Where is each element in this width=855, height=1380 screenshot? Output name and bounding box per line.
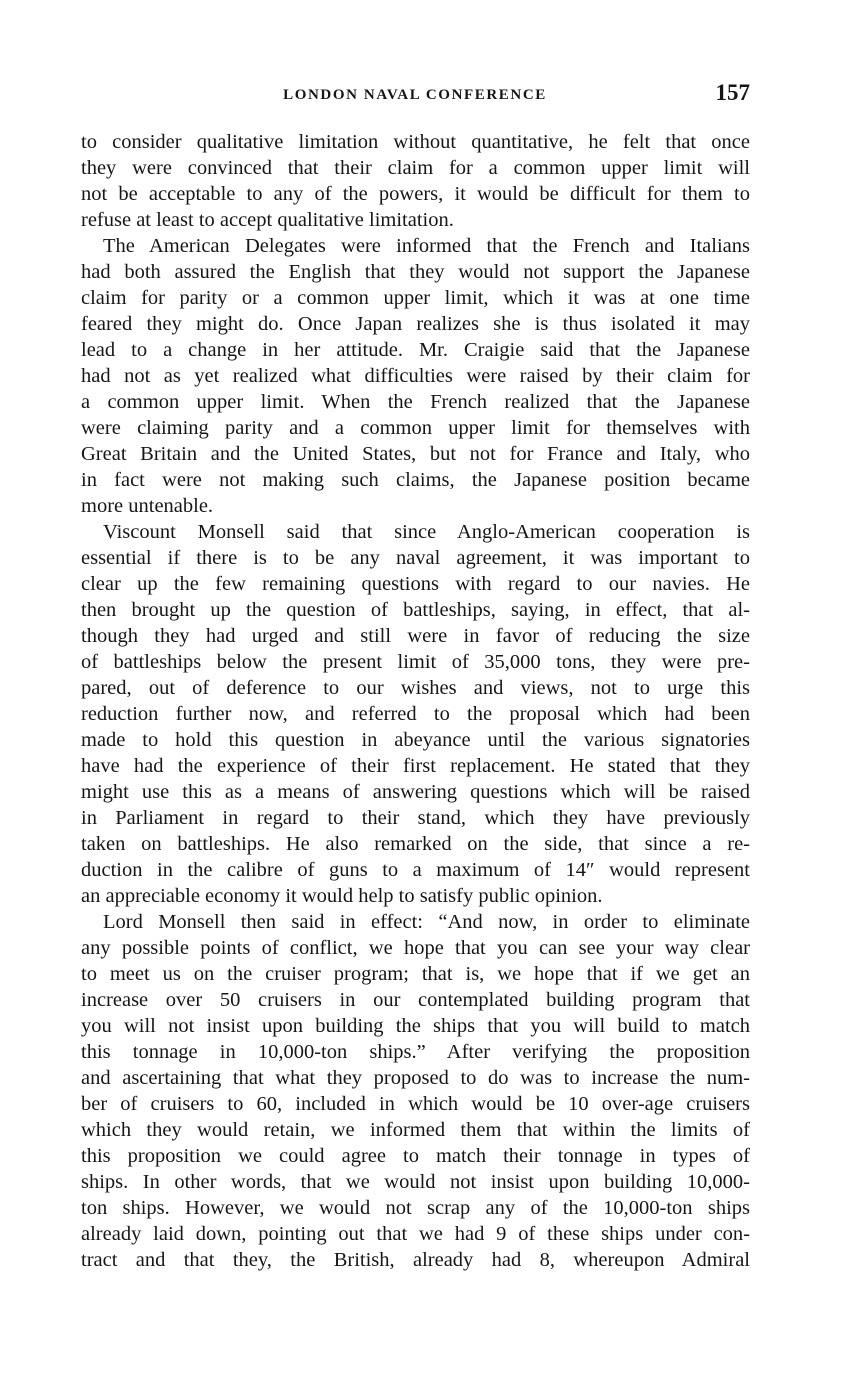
text-line: already laid down, pointing out that we had 9 of these ships under con- (81, 1223, 750, 1245)
text-line: made to hold this question in abeyance until the various signatories (81, 729, 750, 751)
text-line: had both assured the English that they would not support the Japanese (81, 261, 750, 283)
text-line: claim for parity or a common upper limit, which it was at one time (81, 287, 750, 309)
text-line: you will not insist upon building the ships that you will build to match (81, 1015, 750, 1037)
text-line: might use this as a means of answering questions which will be raised (81, 781, 750, 803)
text-line: ships. In other words, that we would not insist upon building 10,000- (81, 1171, 750, 1193)
paragraph (81, 519, 750, 909)
text-line: more untenable. (81, 495, 214, 517)
page-number: 157 (715, 80, 750, 105)
running-title: LONDON NAVAL CONFERENCE (283, 87, 547, 103)
text-line: to consider qualitative limitation without quantitative, he felt that once (81, 131, 750, 153)
text-line: in Parliament in regard to their stand, which they have previously (81, 807, 750, 829)
text-line: of battleships below the present limit of 35,000 tons, they were pre- (81, 651, 750, 673)
text-line: had not as yet realized what difficulties were raised by their claim for (81, 365, 750, 387)
paragraph (81, 909, 750, 1273)
text-line: this proposition we could agree to match their tonnage in types of (81, 1145, 750, 1167)
text-line: ton ships. However, we would not scrap any of the 10,000-ton ships (81, 1197, 750, 1219)
text-line: essential if there is to be any naval agreement, it was important to (81, 547, 750, 569)
text-line: clear up the few remaining questions with regard to our navies. He (81, 573, 750, 595)
text-line: a common upper limit. When the French realized that the Japanese (81, 391, 750, 413)
text-line: Lord Monsell then said in effect: “And now, in order to eliminate (103, 911, 750, 933)
text-line: feared they might do. Once Japan realizes she is thus isolated it may (81, 313, 750, 335)
text-line: ber of cruisers to 60, included in which would be 10 over-age cruisers (81, 1093, 750, 1115)
text-line: to meet us on the cruiser program; that is, we hope that if we get an (81, 963, 750, 985)
text-line: were claiming parity and a common upper limit for themselves with (81, 417, 750, 439)
text-line: they were convinced that their claim for a common upper limit will (81, 157, 750, 179)
text-line: pared, out of deference to our wishes and views, not to urge this (81, 677, 750, 699)
paragraph (81, 129, 750, 233)
text-line: and ascertaining that what they proposed to do was to increase the num- (81, 1067, 750, 1089)
text-line: lead to a change in her attitude. Mr. Craigie said that the Japanese (81, 339, 750, 361)
body-text (81, 129, 750, 1273)
text-line: increase over 50 cruisers in our contemplated building program that (81, 989, 750, 1011)
text-line: not be acceptable to any of the powers, it would be difficult for them to (81, 183, 750, 205)
text-line: in fact were not making such claims, the Japanese position became (81, 469, 750, 491)
text-line: The American Delegates were informed that the French and Italians (103, 235, 750, 257)
text-line: then brought up the question of battleships, saying, in effect, that al- (81, 599, 750, 621)
text-line: duction in the calibre of guns to a maximum of 14″ would represent (81, 859, 750, 881)
text-line: this tonnage in 10,000-ton ships.” After verifying the proposition (81, 1041, 750, 1063)
text-line: any possible points of conflict, we hope that you can see your way clear (81, 937, 750, 959)
text-line: though they had urged and still were in favor of reducing the size (81, 625, 750, 647)
text-line: refuse at least to accept qualitative limitation. (81, 209, 454, 231)
paragraph (81, 233, 750, 519)
text-line: an appreciable economy it would help to satisfy public opinion. (81, 885, 603, 907)
text-line: Viscount Monsell said that since Anglo-American cooperation is (103, 521, 750, 543)
running-header (80, 80, 750, 116)
text-line: taken on battleships. He also remarked on the side, that since a re- (81, 833, 750, 855)
text-line: Great Britain and the United States, but not for France and Italy, who (81, 443, 750, 465)
text-line: have had the experience of their first replacement. He stated that they (81, 755, 750, 777)
text-line: which they would retain, we informed them that within the limits of (81, 1119, 750, 1141)
text-line: tract and that they, the British, already had 8, whereupon Admiral (81, 1249, 750, 1271)
text-line: reduction further now, and referred to the proposal which had been (81, 703, 750, 725)
